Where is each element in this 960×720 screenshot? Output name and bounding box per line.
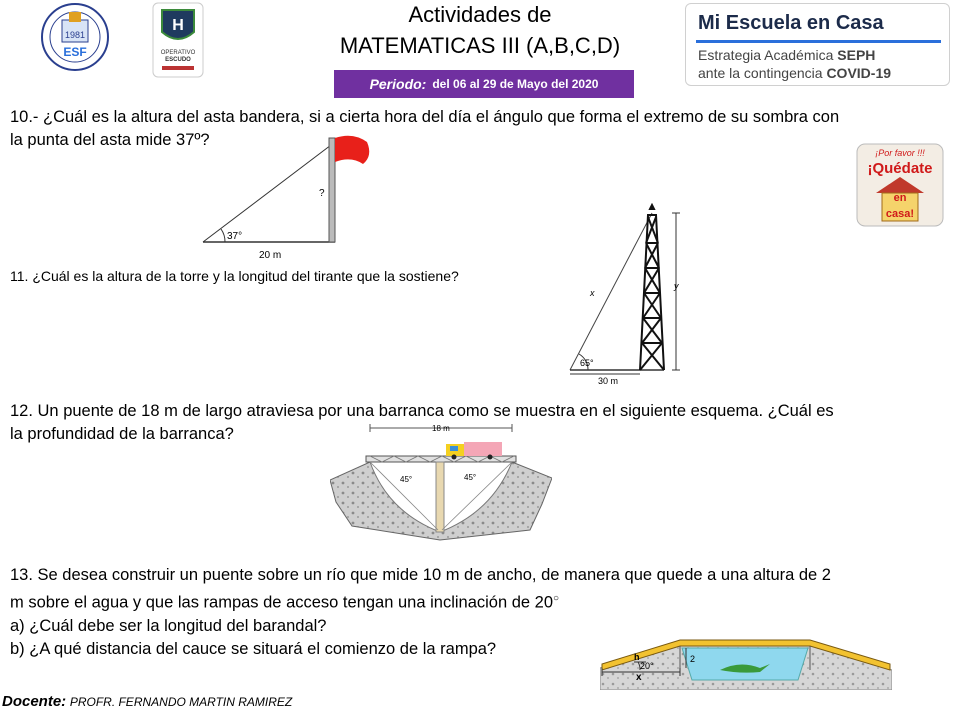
question-11: 11. ¿Cuál es la altura de la torre y la longitud del tirante que la sostiene?	[10, 268, 459, 284]
mi-escuela-title: Mi Escuela en Casa	[698, 12, 884, 34]
d12-right-angle: 45°	[464, 473, 477, 482]
mi-escuela-sub1-bold: SEPH	[837, 47, 876, 63]
question-10	[10, 106, 839, 152]
d12-span: 18 m	[432, 424, 450, 433]
d10-angle: 37°	[227, 231, 243, 242]
q12-line1: 12. Un puente de 18 m de largo atraviesa por una barranca como se muestra en el siguiente esquema. ¿Cuál es	[10, 402, 834, 420]
page-title-line2: MATEMATICAS III (A,B,C,D)	[339, 33, 621, 58]
q12-line2: la profundidad de la barranca?	[10, 425, 234, 443]
quedate-top: ¡Por favor !!!	[875, 148, 925, 158]
quedate-casa: casa!	[885, 208, 915, 220]
page-title-line1: Actividades de	[408, 2, 552, 27]
q13-a: a) ¿Cuál debe ser la longitud del barandal?	[10, 616, 327, 635]
quedate-en: en	[893, 192, 907, 204]
flag-icon	[335, 136, 369, 164]
tower-diagram	[560, 203, 700, 387]
d10-base: 20 m	[259, 250, 282, 261]
operativo-escudo-logo	[152, 2, 204, 78]
period-label: Periodo:	[369, 76, 427, 92]
svg-text:H: H	[172, 17, 184, 34]
q13-line2: m sobre el agua y que las rampas de acceso tengan una inclinación de 20	[10, 593, 554, 612]
quedate-main: ¡Quédate	[867, 160, 933, 177]
quedate-en-casa-badge	[856, 143, 944, 227]
period-dates: del 06 al 29 de Mayo del 2020	[432, 77, 599, 91]
d11-base: 30 m	[598, 376, 619, 386]
school-year: 1981	[64, 30, 86, 40]
d11-angle: 65°	[580, 358, 594, 368]
mi-escuela-sub2-bold: COVID-19	[826, 65, 892, 81]
q13-line1: 13. Se desea construir un puente sobre un río que mide 10 m de ancho, de manera que quede a una altura de 2	[10, 566, 831, 584]
teacher-credit	[2, 693, 292, 710]
d11-hyp: x	[590, 288, 595, 298]
d13-height: 2	[690, 654, 696, 664]
mi-escuela-sub2: ante la contingencia	[698, 65, 823, 81]
escudo-text: ESCUDO	[165, 57, 191, 63]
q10-line1: 10.- ¿Cuál es la altura del asta bandera, si a cierta hora del día el ángulo que forma el extremo de su sombra con	[10, 108, 840, 126]
d12-left-angle: 45°	[400, 475, 413, 484]
river-bridge-diagram	[600, 600, 892, 690]
mi-escuela-en-casa-logo	[685, 3, 950, 86]
d11-height: y	[674, 281, 679, 291]
school-initials: ESF	[63, 45, 87, 59]
d10-unknown: ?	[319, 188, 325, 199]
school-logo	[40, 2, 110, 74]
d13-x: x	[636, 672, 642, 683]
ravine-bridge-diagram	[330, 420, 552, 544]
d13-h: h	[634, 652, 640, 662]
flagpole-diagram	[195, 130, 385, 262]
teacher-label: Docente:	[2, 693, 67, 710]
q10-line2: la punta del asta mide 37º?	[10, 131, 210, 149]
operativo-text: OPERATIVO	[160, 50, 196, 56]
q13-b: b) ¿A qué distancia del cauce se situará el comienzo de la rampa?	[10, 639, 497, 658]
period-banner	[334, 70, 634, 98]
q13-degree: ○	[553, 593, 560, 604]
mi-escuela-sub1: Estrategia Académica	[698, 47, 834, 63]
teacher-name: PROFR. FERNANDO MARTIN RAMIREZ	[69, 695, 293, 709]
d13-angle: 20°	[640, 661, 654, 671]
